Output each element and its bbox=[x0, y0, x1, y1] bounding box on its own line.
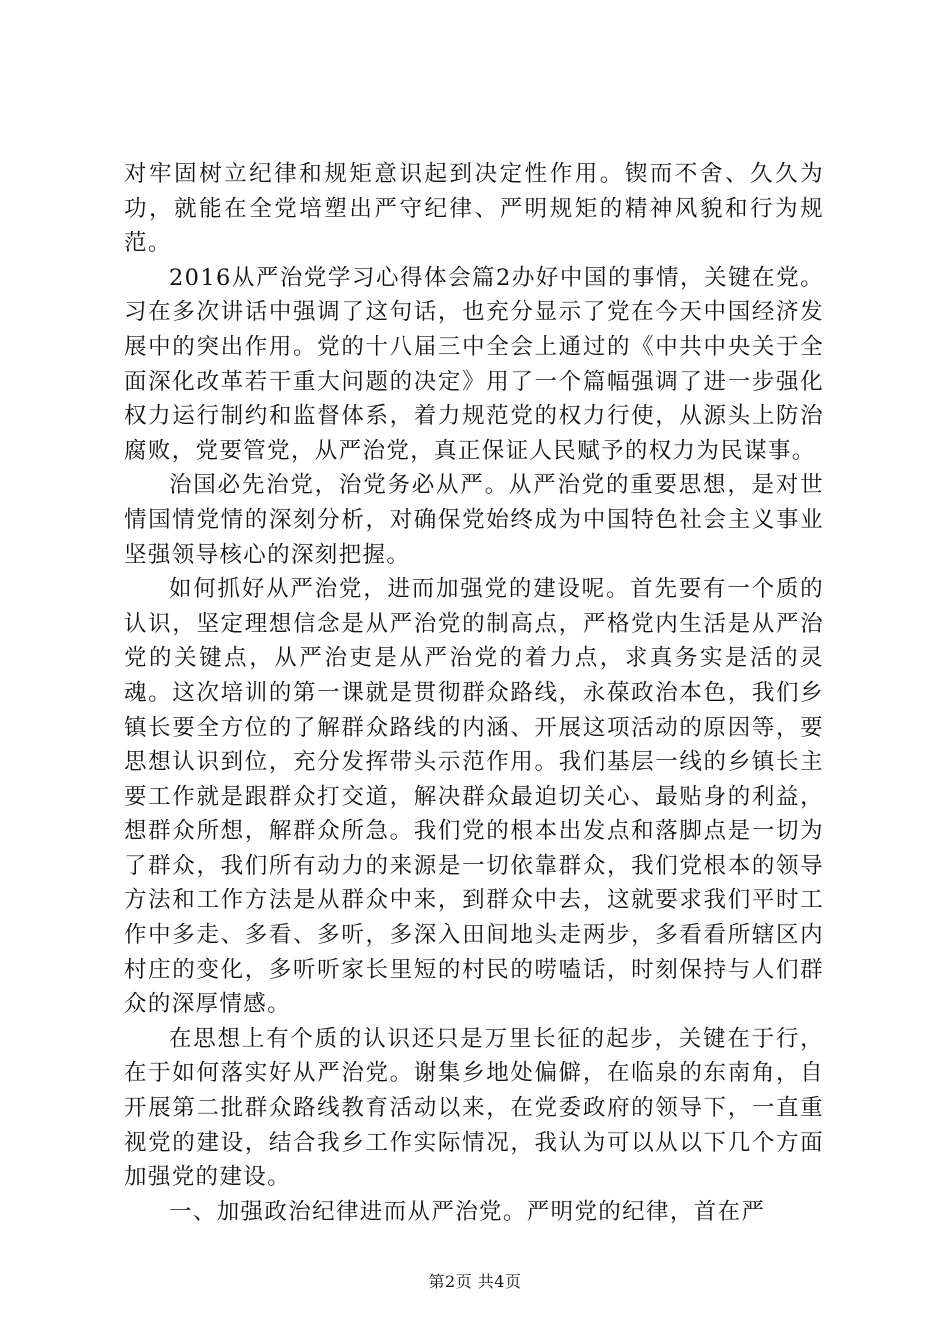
paragraph-1: 对牢固树立纪律和规矩意识起到决定性作用。锲而不舍、久久为功，就能在全党培塑出严守纪律、严明规矩的精神风貌和行为规范。 bbox=[124, 161, 824, 257]
paragraph-4: 如何抓好从严治党，进而加强党的建设呢。首先要有一个质的认识，坚定理想信念是从严治党的制高点，严格党内生活是从严治党的关键点，从严治吏是从严治党的着力点，求真务实是活的灵魂。这次培训的第一课就是贯彻群众路线，永葆政治本色，我们乡镇长要全方位的了解群众路线的内涵、开展这项活动的原因等，要思想认识到位，充分发挥带头示范作用。我们基层一线的乡镇长主要工作就是跟群众打交道，解决群众最迫切关心、最贴身的利益，想群众所想，解群众所急。我们党的根本出发点和落脚点是一切为了群众，我们所有动力的来源是一切依靠群众，我们党根本的领导方法和工作方法是从群众中来，到群众中去，这就要求我们平时工作中多走、多看、多听，多深入田间地头走两步，多看看所辖区内村庄的变化，多听听家长里短的村民的唠嗑话，时刻保持与人们群众的深厚情感。 bbox=[124, 576, 824, 1018]
page-number-footer: 第2页 共4页 bbox=[428, 1272, 522, 1291]
paragraph-6: 一、加强政治纪律进而从严治党。严明党的纪律，首在严 bbox=[169, 1198, 766, 1225]
paragraph-5: 在思想上有个质的认识还只是万里长征的起步，关键在于行，在于如何落实好从严治党。谢集乡地处偏僻，在临泉的东南角，自开展第二批群众路线教育活动以来，在党委政府的领导下，一直重视党的建设，结合我乡工作实际情况，我认为可以从以下几个方面加强党的建设。 bbox=[124, 1025, 824, 1191]
paragraph-2: 2016从严治党学习心得体会篇2办好中国的事情，关键在党。习在多次讲话中强调了这句话，也充分显示了党在今天中国经济发展中的突出作用。党的十八届三中全会上通过的《中共中央关于全面深化改革若干重大问题的决定》用了一个篇幅强调了进一步强化权力运行制约和监督体系，着力规范党的权力行使，从源头上防治腐败，党要管党，从严治党，真正保证人民赋予的权力为民谋事。 bbox=[124, 264, 824, 464]
paragraph-3: 治国必先治党，治党务必从严。从严治党的重要思想，是对世情国情党情的深刻分析，对确保党始终成为中国特色社会主义事业坚强领导核心的深刻把握。 bbox=[124, 472, 824, 568]
document-body bbox=[124, 157, 824, 1229]
